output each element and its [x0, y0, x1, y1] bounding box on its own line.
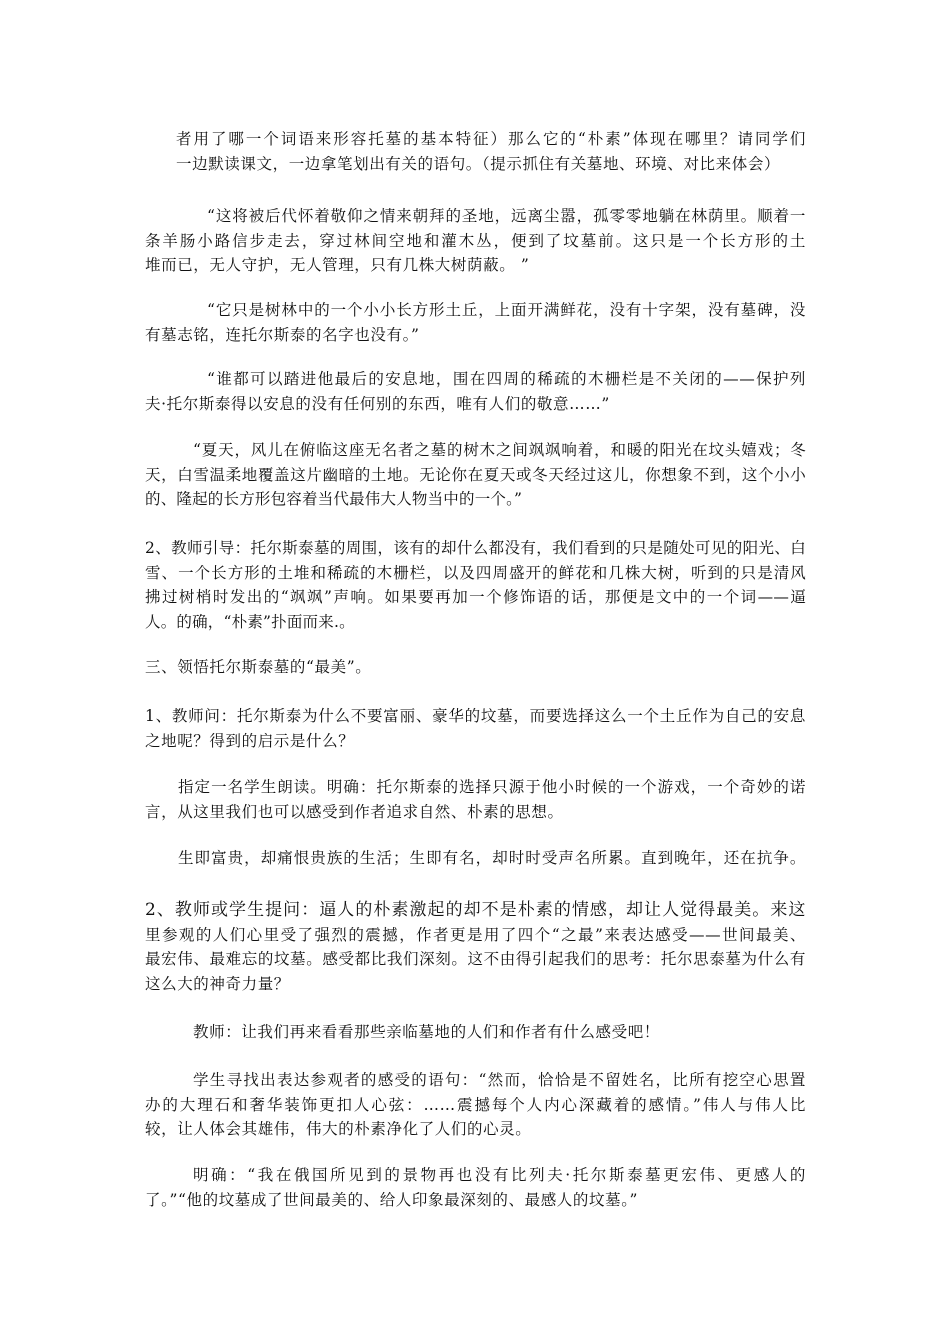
text-line: 的、隆起的长方形包容着当代最伟大人物当中的一个。”	[145, 490, 523, 508]
text-line: 学生寻找出表达参观者的感受的语句：“然而，恰恰是不留姓名，比所有挖空心思置	[193, 1071, 806, 1089]
paragraph-teacher-guide	[145, 536, 806, 634]
section-heading-most-beautiful	[145, 655, 806, 680]
paragraph-teacher-question	[145, 704, 806, 753]
text-line: 言，从这里我们也可以感受到作者追求自然、朴素的思想。	[145, 802, 564, 821]
text-line: “夏天，风儿在俯临这座无名者之墓的树木之间飒飒响着，和暖的阳光在坟头嬉戏；冬	[193, 441, 806, 459]
paragraph-student-search	[145, 1068, 806, 1142]
paragraph-intro-question	[176, 127, 806, 176]
text-line: “谁都可以踏进他最后的安息地，围在四周的稀疏的木栅栏是不关闭的——保护列	[207, 370, 806, 388]
quote-paragraph-fence	[145, 367, 806, 416]
text-line: 了。”“他的坟墓成了世间最美的、给人印象最深刻的、最感人的坟墓。”	[145, 1190, 639, 1209]
text-line: 2、教师引导：托尔斯泰墓的周围，该有的却什么都没有，我们看到的只是随处可见的阳光、白	[145, 539, 806, 557]
text-line: “这将被后代怀着敬仰之情来朝拜的圣地，远离尘嚣，孤零零地躺在林荫里。顺着一	[207, 207, 806, 225]
text-line: 生即富贵，却痛恨贵族的生活；生即有名，却时时受声名所累。直到晚年，还在抗争。	[178, 849, 806, 867]
text-line: 人。的确，“朴素”扑面而来.。	[145, 612, 355, 631]
paragraph-wealth-fame	[145, 846, 806, 871]
text-line: 里参观的人们心里受了强烈的震撼，作者更是用了四个“之最”来表达感受——世间最美、	[145, 925, 806, 944]
quote-paragraph-mound	[145, 298, 806, 347]
text-line: 较，让人体会其雄伟，伟大的朴素净化了人们的心灵。	[145, 1120, 532, 1138]
text-line: 拂过树梢时发出的“飒飒”声响。如果要再加一个修饰语的话，那便是文中的一个词——逼	[145, 588, 806, 606]
text-line: 堆而已，无人守护，无人管理，只有几株大树荫蔽。 ”	[145, 256, 530, 274]
text-line: 有墓志铭，连托尔斯泰的名字也没有。”	[145, 325, 420, 344]
text-line: 之地呢？得到的启示是什么？	[145, 731, 355, 750]
text-line: 条羊肠小路信步走去，穿过林间空地和灌木丛，便到了坟墓前。这只是一个长方形的土	[145, 231, 806, 250]
text-line: 1、教师问：托尔斯泰为什么不要富丽、豪华的坟墓，而要选择这么一个土丘作为自己的安息	[145, 707, 806, 725]
paragraph-student-reading	[145, 775, 806, 824]
text-line: 教师：让我们再来看看那些亲临墓地的人们和作者有什么感受吧！	[193, 1023, 660, 1041]
paragraph-teacher-prompt	[145, 1020, 806, 1045]
text-line: “它只是树林中的一个小小长方形土丘，上面开满鲜花，没有十字架，没有墓碑，没	[207, 301, 806, 319]
text-line: 雪、一个长方形的土堆和稀疏的木栅栏，以及四周盛开的鲜花和几株大树，听到的只是清风	[145, 563, 806, 582]
text-line: 明确：“我在俄国所见到的景物再也没有比列夫·托尔斯泰墓更宏伟、更感人的	[193, 1166, 806, 1184]
text-line: 指定一名学生朗读。明确：托尔斯泰的选择只源于他小时候的一个游戏，一个奇妙的诺	[178, 778, 806, 796]
text-line: 一边默读课文，一边拿笔划出有关的语句。（提示抓住有关墓地、环境、对比来体会）	[176, 154, 781, 173]
text-line: 天，白雪温柔地覆盖这片幽暗的土地。无论你在夏天或冬天经过这儿，你想象不到，这个小小	[145, 465, 806, 484]
paragraph-clarification	[145, 1163, 806, 1212]
quote-paragraph-holy-land	[145, 204, 806, 278]
paragraph-question-2	[145, 898, 806, 996]
text-line: 2、教师或学生提问：逼人的朴素激起的却不是朴素的情感，却让人觉得最美。来这	[145, 900, 806, 920]
text-line: 三、领悟托尔斯泰墓的“最美”。	[145, 658, 372, 676]
text-line: 办的大理石和奢华装饰更扣人心弦：……震撼每个人内心深藏着的感情。”伟人与伟人比	[145, 1095, 806, 1114]
text-line: 夫·托尔斯泰得以安息的没有任何别的东西，唯有人们的敬意……”	[145, 394, 610, 413]
text-line: 最宏伟、最难忘的坟墓。感受都比我们深刻。这不由得引起我们的思考：托尔思泰墓为什么有	[145, 950, 806, 968]
quote-paragraph-seasons	[145, 438, 806, 512]
text-line: 这么大的神奇力量？	[145, 974, 290, 993]
text-line: 者用了哪一个词语来形容托墓的基本特征）那么它的“朴素”体现在哪里？请同学们	[176, 130, 806, 148]
